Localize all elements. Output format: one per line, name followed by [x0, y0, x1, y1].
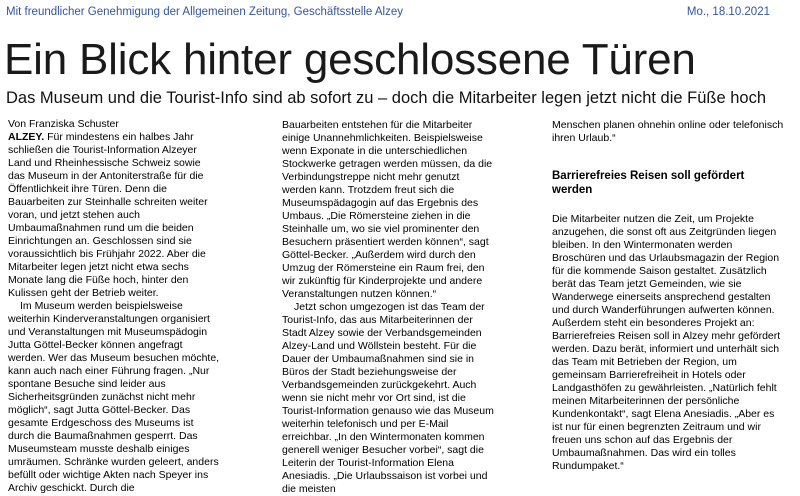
article-column-3: [552, 119, 784, 473]
section-heading: Barrierefreies Reisen soll gefördert werden: [552, 170, 745, 196]
headline: Ein Blick hinter geschlossene Türen: [4, 35, 696, 84]
article-column-1: [8, 118, 220, 495]
paragraph-4: Jetzt schon umgezogen ist das Team der Tourist-Info, das aus Mitarbeiterinnen der Stadt Alzey sowie der Verbandsgemeinden Alzey-Land und Wöllstein besteht. Für die Dauer der Umbaumaßnahmen sind sie in Büros der Stadt beziehungsweise der Verbandsgemeinden zurückgekehrt. Auch wenn sie nicht mehr vor Ort sind, ist die Tourist-Information genauso wie das Museum weiterhin telefonisch und per E-Mail erreichbar. „In den Wintermonaten kommen generell weniger Besucher vorbei“, sagt die Leiterin der Tourist-Information Elena Anesiadis. „Die Urlaubssaison ist vorbei und die meisten: [282, 301, 494, 495]
paragraph-5: Menschen planen ohnehin online oder telefonisch ihren Urlaub.“: [552, 119, 784, 144]
source-credit: Mit freundlicher Genehmigung der Allgemeinen Zeitung, Geschäftsstelle Alzey: [6, 6, 403, 18]
source-bar: [0, 0, 800, 26]
paragraph-3: Bauarbeiten entstehen für die Mitarbeiter einige Unannehmlichkeiten. Beispielsweise wenn Exponate in die unterschiedlichen Stockwerke getragen werden müssen, da die Verbindungstreppe nicht mehr genutzt werden kann. Trotzdem freut sich die Museumspädagogin auf das Ergebnis des Umbaus. „Die Römersteine ziehen in die Steinhalle um, wo sie viel prominenter den Besuchern präsentiert werden können“, sagt Göttel-Becker. „Außerdem wird durch den Umzug der Römersteine ein Raum frei, den wir zukünftig für Kinderprojekte und andere Veranstaltungen nutzen können.“: [282, 119, 493, 300]
paragraph-intro: [8, 131, 220, 300]
paragraph-1: Für mindestens ein halbes Jahr schließen die Tourist-Information Alzeyer Land und Rheinhessische Schweiz sowie das Museum in der Antoniterstraße für die Öffentlichkeit ihre Türen. Denn die Bauarbeiten zur Steinhalle schreiten weiter voran, und jetzt stehen auch Umbaumaßnahmen rund um die beiden Einrichtungen an. Geschlossen sind sie voraussichtlich bis Frühjahr 2022. Aber die Mitarbeiter legen jetzt nicht etwa sechs Monate lang die Füße hoch, hinter den Kulissen geht der Betrieb weiter.: [8, 131, 208, 299]
byline: Von Franziska Schuster: [8, 118, 119, 130]
subheadline: Das Museum und die Tourist-Info sind ab sofort zu – doch die Mitarbeiter legen jetzt nicht die Füße hoch: [6, 89, 767, 107]
article-column-2: [282, 119, 494, 496]
dateline: ALZEY.: [8, 131, 45, 143]
paragraph-6: Die Mitarbeiter nutzen die Zeit, um Projekte anzugehen, die sonst oft aus Zeitgründen liegen bleiben. In den Wintermonaten werden Broschüren und das Urlaubsmagazin der Region für die kommende Saison gestaltet. Zusätzlich berät das Team jetzt Gemeinden, wie sie Wanderwege einerseits ansprechend gestalten und durch Wanderführungen aufwerten können. Außerdem steht ein besonderes Projekt an: Barrierefreies Reisen soll in Alzey mehr gefördert werden. Dazu berät, informiert und unterhält sich das Team mit Betrieben der Region, um gemeinsam Barrierefreiheit in Hotels oder Landgasthöfen zu gewährleisten. „Natürlich fehlt meinen Mitarbeiterinnen der persönliche Kundenkontakt“, sagt Elena Anesiadis. „Aber es ist nur für einen begrenzten Zeitraum und wir freuen uns schon auf das Ergebnis der Umbaumaßnahmen. Das wird ein tolles Rundumpaket.“: [552, 213, 781, 472]
publication-date: Mo., 18.10.2021: [686, 6, 770, 18]
paragraph-2: Im Museum werden beispielsweise weiterhin Kinderveranstaltungen organisiert und Veranstaltungen mit Museumspädogin Jutta Göttel-Becker können angefragt werden. Wer das Museum besuchen möchte, kann auch nach einer Führung fragen. „Nur spontane Besuche sind leider aus Sicherheitsgründen zunächst nicht mehr möglich“, sagt Jutta Göttel-Becker. Das gesamte Erdgeschoss des Museums ist durch die Baumaßnahmen gesperrt. Das Museumsteam musste deshalb einiges umräumen. Schränke wurden geleert, anders befüllt oder wichtige Akten nach Speyer ins Archiv geschickt. Durch die: [8, 300, 220, 494]
